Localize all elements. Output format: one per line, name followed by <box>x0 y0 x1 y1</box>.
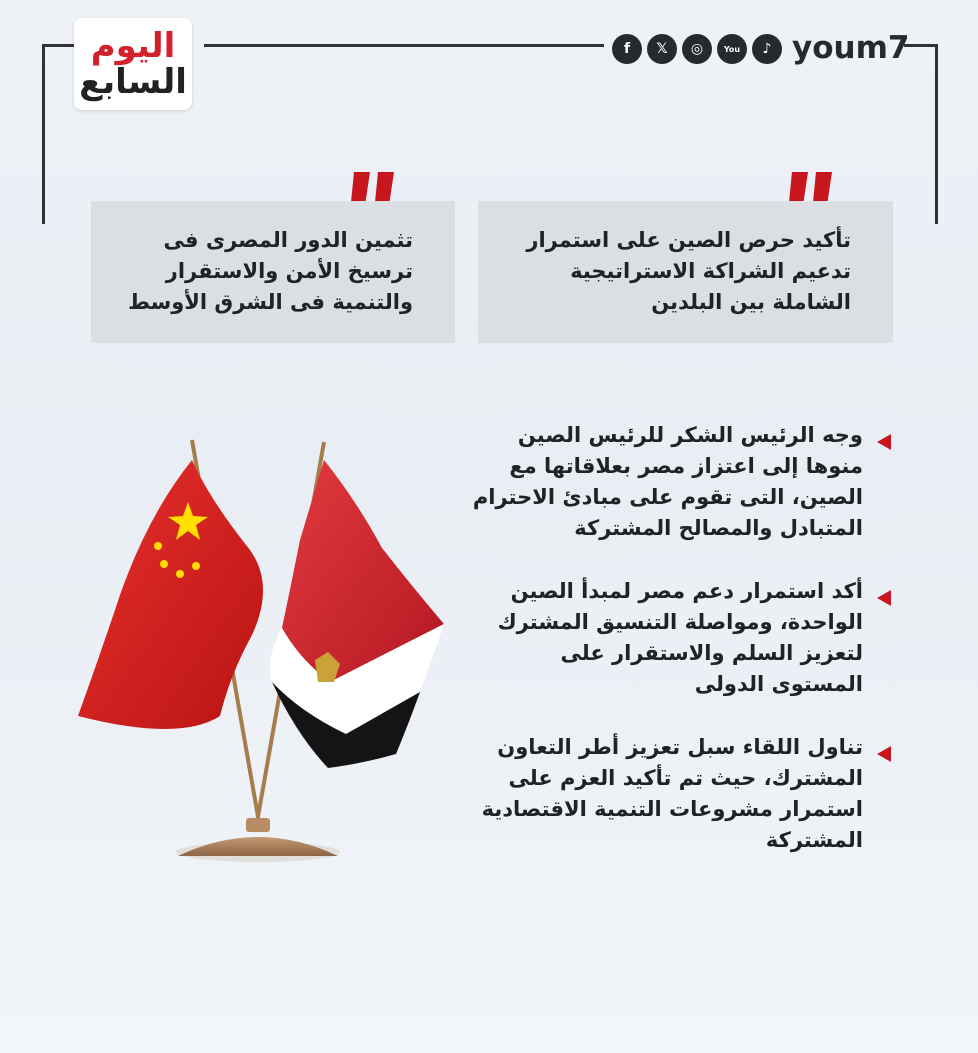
youm7-logo <box>74 18 192 110</box>
youtube-icon[interactable]: You <box>717 34 747 64</box>
list-item <box>470 576 895 700</box>
bullet-arrow-icon <box>877 434 891 450</box>
logo-line1: اليوم <box>90 26 176 66</box>
list-item <box>470 420 895 544</box>
frame-top-left <box>42 44 74 47</box>
tiktok-icon[interactable]: ♪ <box>752 34 782 64</box>
frame-right <box>935 44 938 224</box>
logo-line2: السابع <box>79 62 187 102</box>
list-item <box>470 732 895 856</box>
bullet-text: وجه الرئيس الشكر للرئيس الصين منوها إلى اعتزاز مصر بعلاقاتها مع الصين، التى تقوم على مبادئ الاحترام المتبادل والمصالح المشتركة <box>472 423 863 540</box>
bullet-arrow-icon <box>877 590 891 606</box>
facebook-icon[interactable]: f <box>612 34 642 64</box>
x-icon[interactable]: 𝕏 <box>647 34 677 64</box>
bullet-arrow-icon <box>877 746 891 762</box>
quote-box-left: تثمين الدور المصرى فى ترسيخ الأمن والاستقرار والتنمية فى الشرق الأوسط <box>91 201 455 343</box>
quote-box-right: تأكيد حرص الصين على استمرار تدعيم الشراكة الاستراتيجية الشاملة بين البلدين <box>478 201 893 343</box>
frame-left <box>42 44 45 224</box>
china-egypt-flags-image <box>60 420 480 880</box>
bullet-text: أكد استمرار دعم مصر لمبدأ الصين الواحدة، ومواصلة التنسيق المشترك لتعزيز السلم والاستقرار على المستوى الدولى <box>497 579 863 696</box>
bullet-list <box>470 420 895 888</box>
brand-name: youm7 <box>792 30 910 66</box>
frame-top-middle <box>204 44 604 47</box>
social-icons <box>612 34 782 64</box>
bullet-text: تناول اللقاء سبل تعزيز أطر التعاون المشترك، حيث تم تأكيد العزم على استمرار مشروعات التنمية الاقتصادية المشتركة <box>481 735 863 852</box>
instagram-icon[interactable]: ◎ <box>682 34 712 64</box>
